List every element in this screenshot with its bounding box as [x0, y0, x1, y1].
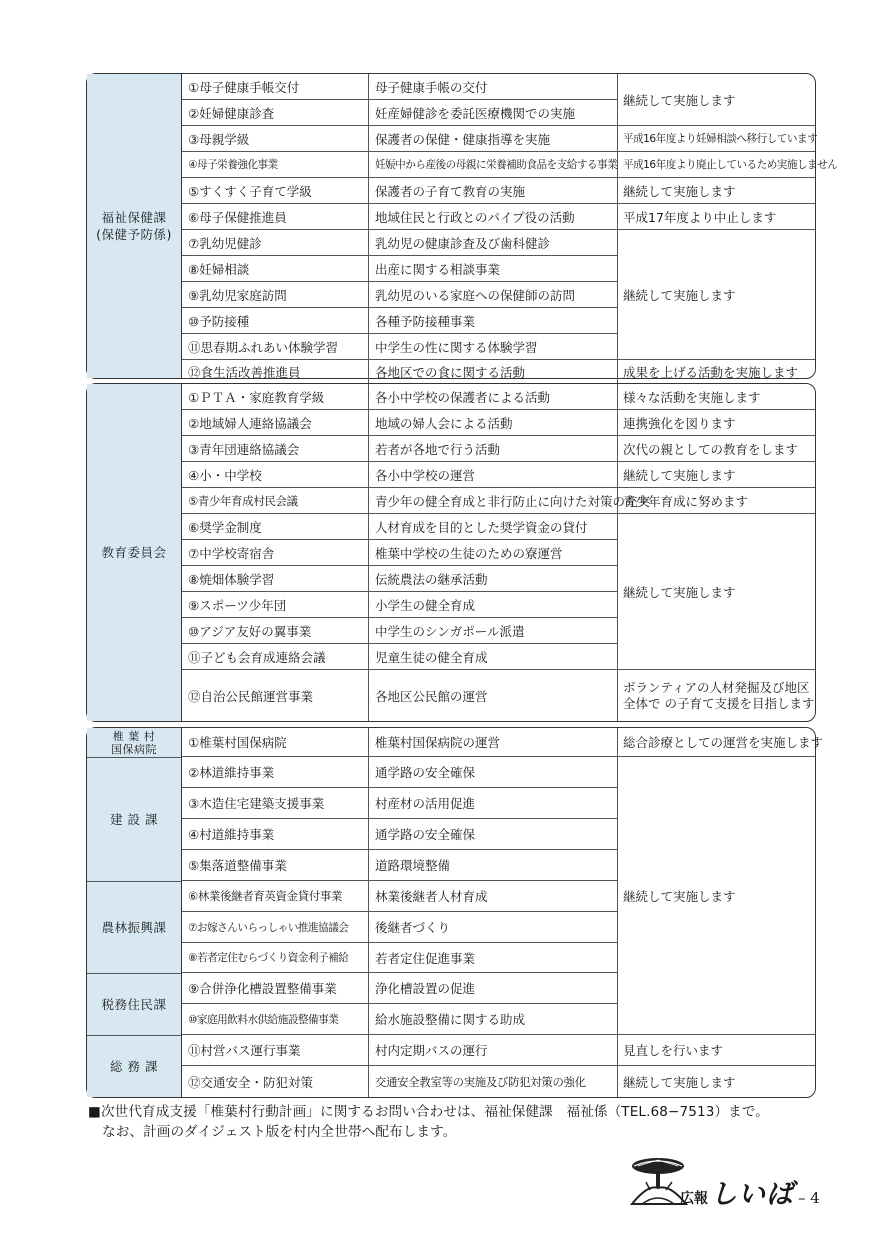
section-other	[86, 727, 824, 1098]
dept-construction	[87, 757, 181, 881]
program-status: 様々な活動を実施します	[618, 384, 815, 410]
dept-label: 総 務 課	[110, 1059, 158, 1074]
program-content: 中学生の性に関する体験学習	[369, 334, 618, 360]
program-status: 連携強化を図ります	[618, 410, 815, 436]
dept-welfare	[87, 74, 181, 378]
program-name: ③母親学級	[182, 126, 369, 152]
program-content: 地域住民と行政とのパイプ役の活動	[369, 204, 618, 230]
program-status: 平成17年度より中止します	[618, 204, 815, 230]
program-content: 妊娠中から産後の母親に栄養補助食品を支給する事業	[369, 152, 618, 178]
program-content: 交通安全教室等の実施及び防犯対策の強化	[369, 1066, 618, 1097]
brand	[680, 1172, 820, 1211]
program-content: 道路環境整備	[369, 850, 618, 881]
program-content: 各地区での食に関する活動	[369, 360, 618, 384]
program-name: ④村道維持事業	[182, 819, 369, 850]
program-status: 見直しを行います	[618, 1035, 815, 1066]
dept-general-affairs	[87, 1035, 181, 1097]
program-status: 継続して実施します	[618, 514, 815, 670]
program-content: 乳幼児のいる家庭への保健師の訪問	[369, 282, 618, 308]
program-name: ⑫交通安全・防犯対策	[182, 1066, 369, 1097]
dept-label: 建 設 課	[110, 812, 158, 827]
dept-label: 農林振興課	[101, 920, 167, 935]
program-content: 通学路の安全確保	[369, 757, 618, 788]
brand-label: 広報	[680, 1191, 708, 1207]
program-name: ③木造住宅建築支援事業	[182, 788, 369, 819]
dept-education	[87, 384, 181, 721]
program-status: 次代の親としての教育をします	[618, 436, 815, 462]
program-name: ⑩予防接種	[182, 308, 369, 334]
program-name: ⑨乳幼児家庭訪問	[182, 282, 369, 308]
program-status: 平成16年度より廃止しているため実施しません	[618, 152, 815, 178]
program-status: 継続して実施します	[623, 1074, 736, 1090]
brand-name: しいば	[710, 1179, 794, 1210]
program-content: 青少年の健全育成と非行防止に向けた対策の充実	[369, 488, 618, 514]
program-content: 各地区公民館の運営	[369, 670, 618, 721]
program-content: 中学生のシンガポール派遣	[369, 618, 618, 644]
program-name: ⑨スポーツ少年団	[182, 592, 369, 618]
program-name: ②地域婦人連絡協議会	[182, 410, 369, 436]
program-content: 各種予防接種事業	[369, 308, 618, 334]
section-welfare	[86, 73, 838, 380]
program-name: ④母子栄養強化事業	[182, 152, 369, 178]
program-name: ①ＰＴＡ・家庭教育学級	[182, 384, 369, 410]
program-name: ⑫食生活改善推進員	[182, 360, 369, 384]
program-name: ⑧妊婦相談	[182, 256, 369, 282]
program-name: ⑫自治公民館運営事業	[182, 670, 369, 721]
program-name: ⑪思春期ふれあい体験学習	[182, 334, 369, 360]
program-name: ①母子健康手帳交付	[182, 74, 369, 100]
program-content: 乳幼児の健康診査及び歯科健診	[369, 230, 618, 256]
program-content: 各小中学校の運営	[369, 462, 618, 488]
program-name: ⑧若者定住むらづくり資金利子補給	[182, 943, 369, 973]
program-status: 継続して実施します	[618, 757, 815, 1035]
program-content: 伝統農法の継承活動	[369, 566, 618, 592]
program-name: ⑥奨学金制度	[182, 514, 369, 540]
program-name: ①椎葉村国保病院	[182, 728, 369, 757]
dept-label: 教育委員会	[101, 545, 167, 560]
program-name: ④小・中学校	[182, 462, 369, 488]
program-name: ⑦乳幼児健診	[182, 230, 369, 256]
program-name: ⑩家庭用飲料水供給施設整備事業	[182, 1004, 369, 1035]
program-content: 椎葉中学校の生徒のための寮運営	[369, 540, 618, 566]
program-content: 村産材の活用促進	[369, 788, 618, 819]
program-name: ③青年団連絡協議会	[182, 436, 369, 462]
section-education	[86, 383, 816, 722]
program-content: 妊産婦健診を委託医療機関での実施	[369, 100, 618, 126]
dept-label: 福祉保健課 (保健予防係)	[96, 210, 172, 242]
program-name: ⑥林業後継者育英資金貸付事業	[182, 881, 369, 912]
contact-line-2: なお、計画のダイジェスト版を村内全世帯へ配布します。	[102, 1124, 457, 1140]
program-content: 各小中学校の保護者による活動	[369, 384, 618, 410]
program-content: 村内定期バスの運行	[369, 1035, 618, 1066]
program-content: 母子健康手帳の交付	[369, 74, 618, 100]
program-content: 小学生の健全育成	[369, 592, 618, 618]
program-name: ⑪子ども会育成連絡会議	[182, 644, 369, 670]
program-content: 林業後継者人材育成	[369, 881, 618, 912]
contact-line-1: ■次世代育成支援「椎葉村行動計画」に関するお問い合わせは、福祉保健課 福祉係（TEL.68−7513）まで。	[88, 1104, 769, 1120]
program-name: ⑤青少年育成村民会議	[182, 488, 369, 514]
program-name: ⑥母子保健推進員	[182, 204, 369, 230]
program-name: ⑨合併浄化槽設置整備事業	[182, 973, 369, 1004]
program-status: 総合診療としての運営を実施します	[618, 728, 815, 757]
dept-label: 椎 葉 村 国保病院	[111, 729, 157, 756]
program-name: ⑤すくすく子育て学級	[182, 178, 369, 204]
program-content: 椎葉村国保病院の運営	[369, 728, 618, 757]
program-content: 出産に関する相談事業	[369, 256, 618, 282]
program-name: ⑧焼畑体験学習	[182, 566, 369, 592]
program-name: ⑤集落道整備事業	[182, 850, 369, 881]
program-content: 人材育成を目的とした奨学資金の貸付	[369, 514, 618, 540]
page-number: – 4	[798, 1189, 820, 1207]
program-name: ②林道維持事業	[182, 757, 369, 788]
program-name: ②妊婦健康診査	[182, 100, 369, 126]
program-status: ボランティアの人材発掘及び地区全体で の子育て支援を目指します	[623, 679, 815, 711]
program-content: 地域の婦人会による活動	[369, 410, 618, 436]
program-content: 後継者づくり	[369, 912, 618, 943]
program-content: 保護者の保健・健康指導を実施	[369, 126, 618, 152]
program-content: 浄化槽設置の促進	[369, 973, 618, 1004]
program-status: 継続して実施します	[618, 230, 815, 360]
program-content: 通学路の安全確保	[369, 819, 618, 850]
program-status: 継続して実施します	[618, 74, 815, 126]
program-name: ⑪村営バス運行事業	[182, 1035, 369, 1066]
program-content: 児童生徒の健全育成	[369, 644, 618, 670]
program-content: 若者が各地で行う活動	[369, 436, 618, 462]
program-status: 青少年育成に努めます	[618, 488, 815, 514]
program-status: 成果を上げる活動を実施します	[623, 365, 799, 380]
dept-tax	[87, 973, 181, 1035]
program-content: 保護者の子育て教育の実施	[369, 178, 618, 204]
program-name: ⑦中学校寄宿舎	[182, 540, 369, 566]
program-content: 若者定住促進事業	[369, 943, 618, 973]
dept-label: 税務住民課	[101, 997, 167, 1012]
program-status: 継続して実施します	[618, 178, 815, 204]
program-status: 継続して実施します	[618, 462, 815, 488]
program-status: 平成16年度より妊婦相談へ移行しています	[618, 126, 815, 152]
program-name: ⑩アジア友好の翼事業	[182, 618, 369, 644]
dept-hospital	[87, 728, 181, 757]
program-content: 給水施設整備に関する助成	[369, 1004, 618, 1035]
contact-note	[88, 1102, 828, 1142]
program-name: ⑦お嫁さんいらっしゃい推進協議会	[182, 912, 369, 943]
dept-agriculture	[87, 881, 181, 973]
